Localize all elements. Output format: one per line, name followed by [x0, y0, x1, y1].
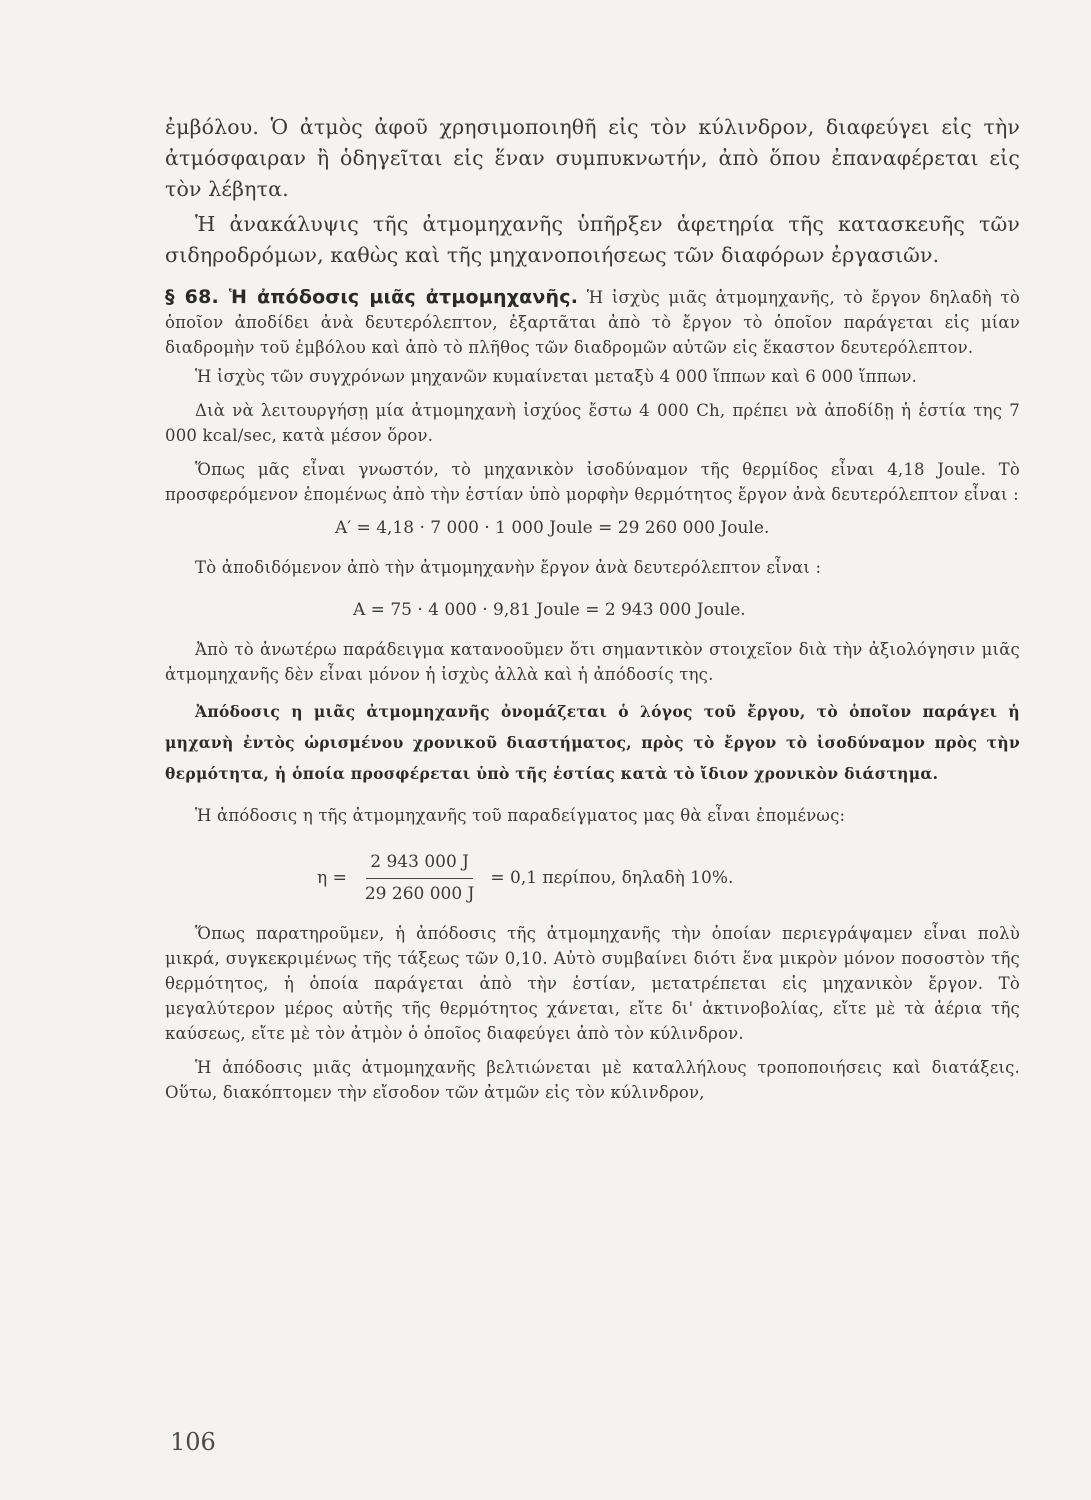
section-68-paragraph	[165, 285, 1020, 360]
paragraph-hearth: Διὰ νὰ λειτουργήσῃ μία ἀτμομηχανὴ ἰσχύος ἔστω 4 000 Ch, πρέπει νὰ ἀποδίδῃ ἡ ἑστία της 7 000 kcal/sec, κατὰ μέσον ὅρον.	[165, 401, 1020, 445]
paragraph-low-efficiency: Ὅπως παρατηροῦμεν, ἡ ἀπόδοσις τῆς ἀτμομηχανῆς τὴν ὁποίαν περιεγράψαμεν εἶναι πολὺ μικρά, συγκεκριμένως τῆς τάξεως τῶν 0,10. Αὐτὸ συμβαίνει διότι ἕνα μικρὸν μόνον ποσοστὸν τῆς θερμότητος, ἡ ὁποία παράγεται ἀπὸ τὴν ἑστίαν, μετατρέπεται εἰς μηχανικὸν ἔργον. Τὸ μεγαλύτερον μέρος αὐτῆς τῆς θερμότητος χάνεται, εἴτε δι' ἀκτινοβολίας, εἴτε μὲ τὰ ἀέρια τῆς καύσεως, εἴτε μὲ τὸν ἀτμὸν ὁ ὁποῖος διαφεύγει ἀπὸ τὸν κύλινδρον.	[165, 924, 1020, 1043]
paragraph-1: ἐμβόλου. Ὁ ἀτμὸς ἀφοῦ χρησιμοποιηθῆ εἰς τὸν κύλινδρον, διαφεύγει εἰς τὴν ἀτμόσφαιραν ἢ ὁδηγεῖται εἰς ἕναν συμπυκνωτήν, ἀπὸ ὅπου ἐπαναφέρεται εἰς τὸν λέβητα.	[165, 115, 1020, 201]
paragraph-improvement: Ἡ ἀπόδοσις μιᾶς ἀτμομηχανῆς βελτιώνεται μὲ καταλλήλους τροποποιήσεις καὶ διατάξεις. Οὕτω, διακόπτομεν τὴν εἴσοδον τῶν ἀτμῶν εἰς τὸν κύλινδρον,	[165, 1058, 1020, 1102]
page-body	[165, 112, 1020, 1105]
equation-delivered-work: A = 75 · 4 000 · 9,81 Joule = 2 943 000 Joule.	[353, 600, 746, 620]
efficiency-fraction	[361, 850, 479, 907]
paragraph-power-range: Ἡ ἰσχὺς τῶν συγχρόνων μηχανῶν κυμαίνεται μεταξὺ 4 000 ἵππων καὶ 6 000 ἵππων.	[195, 367, 918, 386]
efficiency-rhs: = 0,1 περίπου, δηλαδὴ 10%.	[490, 868, 734, 888]
paragraph-2: Ἡ ἀνακάλυψις τῆς ἀτμομηχανῆς ὑπῆρξεν ἀφετηρία τῆς κατασκευῆς τῶν σιδηροδρόμων, καθὼς καὶ τῆς μηχανοποιήσεως τῶν διαφόρων ἐργασιῶν.	[165, 212, 1020, 267]
definition-efficiency: Ἀπόδοσις η μιᾶς ἀτμομηχανῆς ὀνομάζεται ὁ λόγος τοῦ ἔργου, τὸ ὁποῖον παράγει ἡ μηχανὴ ἐντὸς ὡρισμένου χρονικοῦ διαστήματος, πρὸς τὸ ἔργον τὸ ἰσοδύναμον πρὸς τὴν θερμότητα, ἡ ὁποία προσφέρεται ὑπὸ τῆς ἑστίας κατὰ τὸ ἴδιον χρονικὸν διάστημα.	[165, 702, 1020, 783]
equation-supplied-work: A′ = 4,18 · 7 000 · 1 000 Joule = 29 260 000 Joule.	[335, 518, 770, 538]
fraction-numerator: 2 943 000 J	[366, 850, 473, 879]
paragraph-delivered-work: Τὸ ἀποδιδόμενον ἀπὸ τὴν ἀτμομηχανὴν ἔργον ἀνὰ δευτερόλεπτον εἶναι :	[195, 558, 822, 577]
paragraph-example-conclusion: Ἀπὸ τὸ ἀνωτέρω παράδειγμα κατανοοῦμεν ὅτι σημαντικὸν στοιχεῖον διὰ τὴν ἀξιολόγησιν μιᾶς ἀτμομηχανῆς δὲν εἶναι μόνον ἡ ἰσχὺς ἀλλὰ καὶ ἡ ἀπόδοσίς της.	[165, 640, 1020, 684]
page-number: 106	[170, 1428, 216, 1456]
section-title: § 68. Ἡ ἀπόδοσις μιᾶς ἀτμομηχανῆς.	[165, 286, 579, 308]
fraction-denominator: 29 260 000 J	[364, 884, 475, 904]
efficiency-lhs: η =	[317, 868, 347, 888]
paragraph-example-efficiency: Ἡ ἀπόδοσις η τῆς ἀτμομηχανῆς τοῦ παραδείγματος μας θὰ εἶναι ἑπομένως:	[195, 806, 846, 825]
paragraph-equivalent: Ὅπως μᾶς εἶναι γνωστόν, τὸ μηχανικὸν ἰσοδύναμον τῆς θερμίδος εἶναι 4,18 Joule. Τὸ προσφερόμενον ἑπομένως ἀπὸ τὴν ἑστίαν ὑπὸ μορφὴν θερμότητος ἔργον ἀνὰ δευτερόλεπτον εἶναι :	[165, 460, 1020, 504]
equation-efficiency	[165, 850, 1020, 907]
section-68-text: Ἡ ἰσχὺς μιᾶς ἀτμομηχανῆς, τὸ ἔργον δηλαδὴ τὸ ὁποῖον ἀποδίδει ἀνὰ δευτερόλεπτον, ἐξαρτᾶται ἀπὸ τὸ ἔργον τὸ ὁποῖον παράγεται εἰς μίαν διαδρομὴν τοῦ ἐμβόλου καὶ ἀπὸ τὸ πλῆθος τῶν διαδρομῶν αὐτῶν εἰς ἕκαστον δευτερόλεπτον.	[165, 288, 1020, 357]
